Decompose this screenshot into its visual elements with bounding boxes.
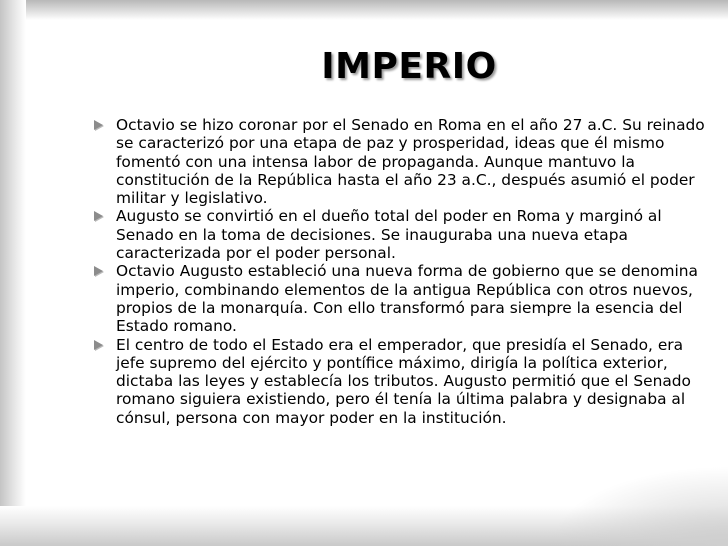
corner-shade xyxy=(548,466,728,546)
triangle-bullet-icon xyxy=(94,339,104,350)
bullet-item xyxy=(92,336,712,427)
bullet-text: Augusto se convirtió en el dueño total del poder en Roma y marginó al Senado en la toma de decisiones. Se inauguraba una nueva etapa caracterizada por el poder personal. xyxy=(116,207,662,263)
bullet-text: Octavio Augusto estableció una nueva forma de gobierno que se denomina imperio, combinando elementos de la antigua República con otros nuevos, propios de la monarquía. Con ello transformó para siempre la esencia del Estado romano. xyxy=(116,262,698,336)
triangle-bullet-icon xyxy=(94,210,104,221)
top-frame-band xyxy=(0,0,728,20)
triangle-bullet-icon xyxy=(94,265,104,276)
bullet-item xyxy=(92,116,712,207)
bullet-list xyxy=(92,116,712,427)
bullet-item xyxy=(92,262,712,335)
slide-title: IMPERIO xyxy=(321,46,497,87)
triangle-bullet-icon xyxy=(94,119,104,130)
bullet-item xyxy=(92,207,712,262)
bullet-text: Octavio se hizo coronar por el Senado en Roma en el año 27 a.C. Su reinado se caracterizó por una etapa de paz y prosperidad, ideas que él mismo fomentó con una intensa labor de propaganda. Aunque mantuvo la constitución de la República hasta el año 23 a.C., después asumió el poder militar y legislativo. xyxy=(116,116,705,208)
bullet-text: El centro de todo el Estado era el emperador, que presidía el Senado, era jefe supremo del ejército y pontífice máximo, dirigía la política exterior, dictaba las leyes y establecía los tributos. Augusto permitió que el Senado romano siguiera existiendo, pero él tenía la última palabra y designaba al cónsul, persona con mayor poder en la institución. xyxy=(116,335,691,427)
